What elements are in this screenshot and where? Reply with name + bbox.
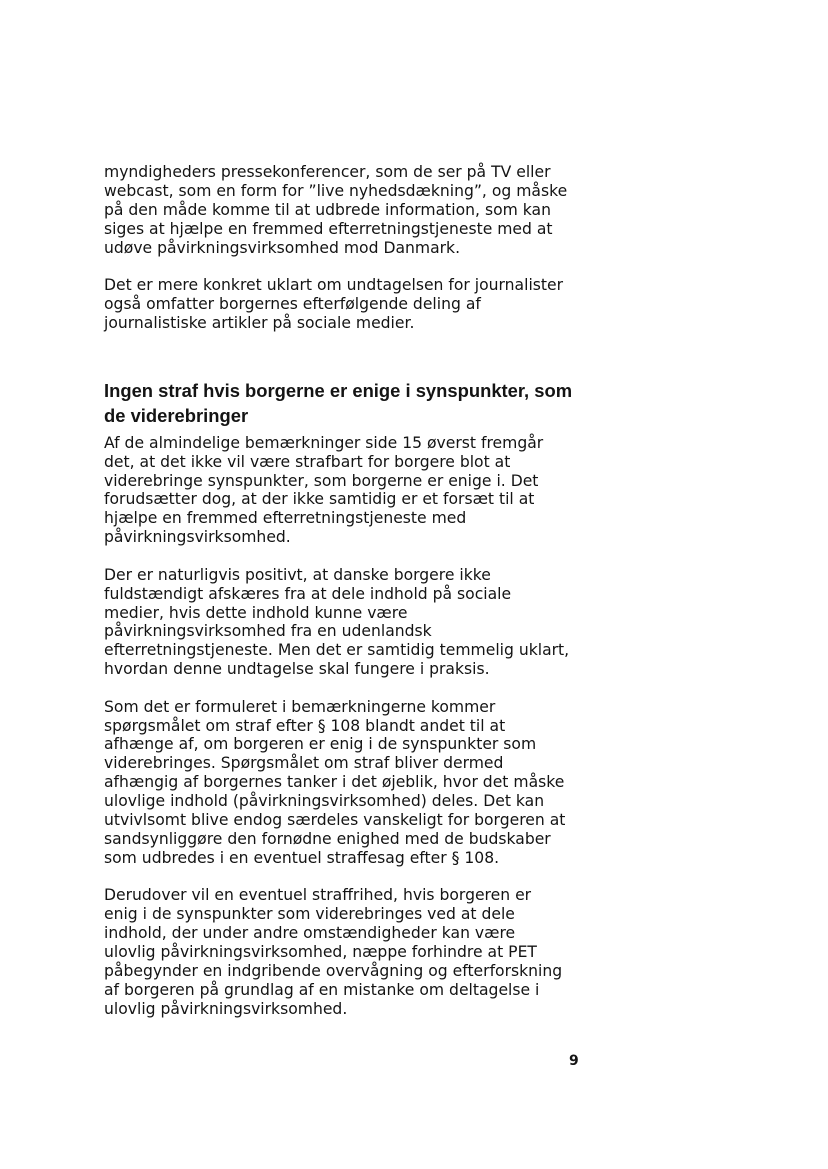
body-paragraph: Derudover vil en eventuel straffrihed, hvis borgeren er enig i de synspunkter som viderebringes ved at dele indhold, der under andre omstændigheder kan være ulovlig påvirkningsvirksomhed, næppe forhindre at PET påbegynder en indgribende overvågning og efterforskning af borgeren på grundlag af en mistanke om deltagelse i ulovlig påvirkningsvirksomhed.	[104, 886, 563, 1018]
section-heading: Ingen straf hvis borgerne er enige i synspunkter, som de viderebringer	[104, 379, 573, 426]
body-paragraph: Det er mere konkret uklart om undtagelsen for journalister også omfatter borgernes efterfølgende deling af journalistiske artikler på sociale medier.	[104, 276, 564, 332]
body-paragraph: Af de almindelige bemærkninger side 15 øverst fremgår det, at det ikke vil være strafbart for borgere blot at viderebringe synspunkter, som borgerne er enige i. Det forudsætter dog, at der ikke samtidig er et forsæt til at hjælpe en fremmed efterretningstjeneste med påvirkningsvirksomhed.	[104, 433, 544, 547]
body-paragraph: myndigheders pressekonferencer, som de ser på TV eller webcast, som en form for ”live nyhedsdækning”, og måske på den måde komme til at udbrede information, som kan siges at hjælpe en fremmed efterretningstjeneste med at udøve påvirkningsvirksomhed mod Danmark.	[104, 163, 568, 257]
body-paragraph: Der er naturligvis positivt, at danske borgere ikke fuldstændigt afskæres fra at dele indhold på sociale medier, hvis dette indhold kunne være påvirkningsvirksomhed fra en udenlandsk efterretningstjeneste. Men det er samtidig temmelig uklart, hvordan denne undtagelse skal fungere i praksis.	[104, 565, 570, 679]
page-number: 9	[569, 1053, 579, 1069]
page-content	[104, 163, 590, 1019]
body-paragraph: Som det er formuleret i bemærkningerne kommer spørgsmålet om straf efter § 108 blandt andet til at afhænge af, om borgeren er enig i de synspunkter som viderebringes. Spørgsmålet om straf bliver dermed afhængig af borgernes tanker i det øjeblik, hvor det måske ulovlige indhold (påvirkningsvirksomhed) deles. Det kan utvivlsomt blive endog særdeles vanskeligt for borgeren at sandsynliggøre den fornødne enighed med de budskaber som udbredes i en eventuel straffesag efter § 108.	[104, 697, 566, 867]
